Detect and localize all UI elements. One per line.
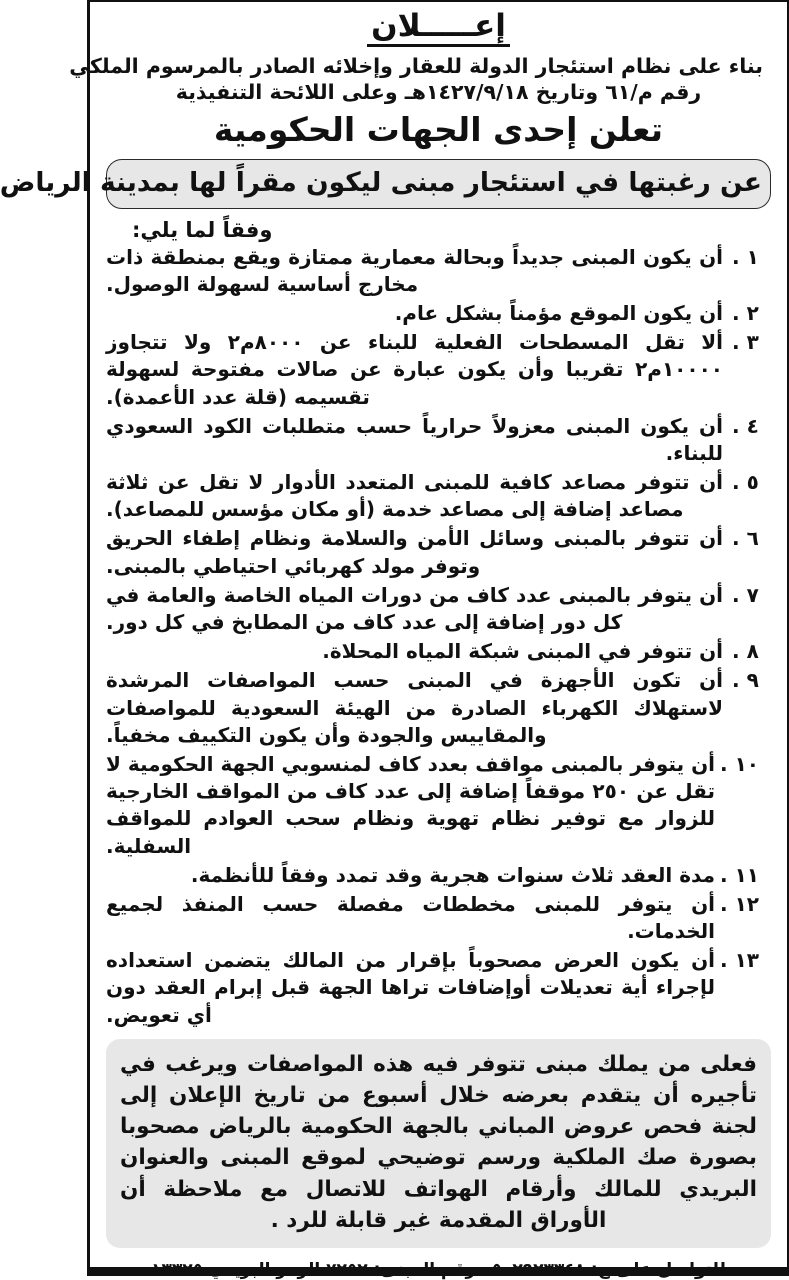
list-item-text: مدة العقد ثلاث سنوات هجرية وقد تمدد وفقاً للأنظمة. bbox=[190, 862, 715, 887]
page-title: إعـــــلان bbox=[367, 10, 510, 47]
list-item bbox=[106, 947, 769, 1029]
list-item-text: أن تتوفر مصاعد كافية للمبنى المتعدد الأدوار لا تقل عن ثلاثة مصاعد إضافة إلى مصاعد خدمة (أو مكان مؤسس للمصاعد). bbox=[106, 470, 723, 522]
list-item-text: أن يتوفر بالمبنى مواقف بعدد كاف لمنسوبي الجهة الحكومية لا تقل عن ٢٥٠ موقفاً إضافة إلى عدد كاف من المواقف الخارجية للزوار مع توفير نظام تهوية ونظام سحب العوادم للمواقف السفلية. bbox=[106, 751, 716, 858]
footer-contact bbox=[104, 1260, 773, 1280]
list-item bbox=[106, 862, 769, 889]
submission-callout-box bbox=[106, 1039, 771, 1248]
list-item-number: ١ . bbox=[732, 244, 759, 269]
list-item-number: ٥ . bbox=[732, 470, 759, 495]
list-item-text: أن يكون الموقع مؤمناً بشكل عام. bbox=[394, 300, 723, 325]
list-item-number: ٣ . bbox=[732, 330, 759, 355]
postal-code: ١٣٣٢٥ bbox=[151, 1259, 203, 1280]
masthead bbox=[104, 10, 773, 47]
list-item-number: ٧ . bbox=[732, 582, 759, 607]
conditions-list bbox=[106, 244, 769, 1029]
list-item-text: أن يكون المبنى معزولاً حرارياً حسب متطلبات الكود السعودي للبناء. bbox=[106, 413, 723, 465]
list-item-number: ١٠ . bbox=[720, 751, 759, 776]
list-item bbox=[106, 891, 769, 945]
list-item-text: أن تتوفر بالمبنى وسائل الأمن والسلامة ونظام إطفاء الحريق وتوفر مولد كهربائي احتياطي بالمبنى. bbox=[106, 526, 723, 578]
list-item bbox=[106, 638, 769, 665]
list-item-text: أن يكون المبنى جديداً وبحالة معمارية ممتازة ويقع بمنطقة ذات مخارج أساسية لسهولة الوصول. bbox=[106, 244, 723, 296]
list-item-text: ألا تقل المسطحات الفعلية للبناء عن ٨٠٠٠م٢ ولا تتجاوز ١٠٠٠٠م٢ تقريبا وأن يكون عبارة عن صالات مفتوحة لسهولة تقسيمه (قلة عدد الأعمدة). bbox=[106, 330, 724, 409]
list-item bbox=[106, 300, 769, 327]
page-content bbox=[0, 2, 787, 1280]
list-item-number: ١١ . bbox=[720, 862, 759, 887]
list-item-text: أن تتوفر في المبنى شبكة المياه المحلاة. bbox=[322, 639, 723, 664]
list-item bbox=[106, 582, 769, 636]
list-item-number: ١٣ . bbox=[720, 948, 759, 973]
submission-callout-text: فعلى من يملك مبنى تتوفر فيه هذه المواصفات ويرغب في تأجيره أن يتقدم بعرضه خلال أسبوع من تاريخ الإعلان إلى لجنة فحص عروض المباني بالجهة الحكومية بالرياض مصحوبا بصورة صك الملكية ورسم توضيحي لموقع المبنى والعنوان البريدي للمالك وأرقام الهواتف للاتصال مع ملاحظة أن الأوراق المقدمة غير قابلة للرد . bbox=[120, 1051, 757, 1233]
postal-label: الرمز البريدي bbox=[208, 1259, 321, 1280]
list-item-number: ٨ . bbox=[732, 639, 759, 664]
contact-phone: ٠٥٠٢٩٢٣٣٤٨ bbox=[481, 1259, 585, 1280]
contact-label: للتواصل على ج: bbox=[590, 1259, 726, 1280]
list-item-number: ٤ . bbox=[732, 413, 759, 438]
list-item-number: ١٢ . bbox=[720, 891, 759, 916]
decree-reference bbox=[69, 53, 763, 106]
list-item-text: أن يكون العرض مصحوباً بإقرار من المالك يتضمن استعداده لإجراء أية تعديلات أوإضافات تراها الجهة قبل إبرام العقد دون أي تعويض. bbox=[106, 948, 715, 1027]
announcement-highlight-text: عن رغبتها في استئجار مبنى ليكون مقراً لها بمدينة الرياض bbox=[0, 166, 762, 198]
list-item bbox=[106, 525, 769, 579]
list-item bbox=[106, 413, 769, 467]
building-label: رقم المبنى: bbox=[373, 1259, 476, 1280]
list-item-text: أن يتوفر بالمبنى عدد كاف من دورات المياه الخاصة والعامة في كل دور إضافة إلى عدد كاف من المطابخ في كل دور. bbox=[106, 582, 723, 634]
list-item-number: ٦ . bbox=[732, 526, 759, 551]
list-item-text: أن يتوفر للمبنى مخططات مفصلة حسب المنفذ لجميع الخدمات. bbox=[106, 891, 715, 944]
building-number: ٧٢٥٢ bbox=[326, 1259, 368, 1280]
list-item bbox=[106, 469, 769, 523]
announcement-highlight-box bbox=[0, 159, 771, 209]
list-item-text: أن تكون الأجهزة في المبنى حسب المواصفات المرشدة لاستهلاك الكهرباء الصادرة من الهيئة السعودية للمواصفات والمقاييس والجودة وأن يكون التكييف مخفياً. bbox=[106, 668, 723, 747]
list-item-number: ٢ . bbox=[732, 300, 759, 325]
decree-line-1: بناء على نظام استئجار الدولة للعقار وإخلائه الصادر بالمرسوم الملكي bbox=[69, 53, 763, 78]
according-to-label: وفقاً لما يلي: bbox=[132, 217, 273, 242]
list-item bbox=[106, 751, 769, 860]
list-item-number: ٩ . bbox=[732, 668, 759, 693]
list-item bbox=[106, 244, 769, 298]
decree-line-2: رقم م/٦١ وتاريخ ١٤٢٧/٩/١٨هـ وعلى اللائحة التنفيذية bbox=[175, 80, 702, 105]
list-item bbox=[106, 329, 769, 411]
list-item bbox=[106, 667, 769, 749]
announcement-headline: تعلن إحدى الجهات الحكومية bbox=[213, 109, 664, 149]
